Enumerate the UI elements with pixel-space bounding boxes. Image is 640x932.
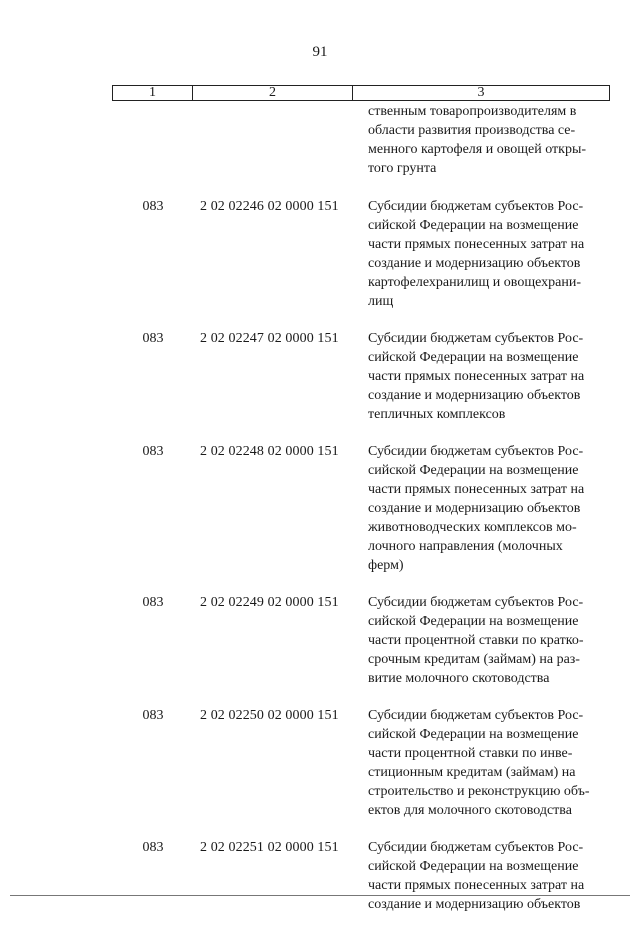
column-header-row — [112, 85, 610, 101]
description-line: сийской Федерации на возмещение — [368, 218, 579, 233]
description-line: витие молочного скотоводства — [368, 671, 550, 686]
description-cell — [368, 706, 608, 820]
description-line: тепличных комплексов — [368, 407, 506, 422]
description-line: срочным кредитам (займам) на раз- — [368, 652, 580, 667]
document-table-body — [0, 102, 640, 932]
description-line: ектов для молочного скотоводства — [368, 803, 572, 818]
kbk-cell: 2 02 02248 02 0000 151 — [200, 444, 339, 459]
admin-code-cell: 083 — [142, 199, 164, 214]
description-line: менного картофеля и овощей откры- — [368, 142, 587, 157]
table-row — [0, 838, 640, 914]
entries-list — [0, 197, 640, 914]
admin-code-cell: 083 — [142, 840, 164, 855]
description-line: области развития производства се- — [368, 123, 576, 138]
continuation-row — [0, 102, 640, 178]
kbk-cell: 2 02 02247 02 0000 151 — [200, 331, 339, 346]
description-line: ственным товаропроизводителям в — [368, 104, 577, 119]
admin-code-cell: 083 — [142, 331, 164, 346]
admin-code-cell — [113, 102, 193, 178]
description-line: создание и модернизацию объектов — [368, 897, 581, 912]
description-line: создание и модернизацию объектов — [368, 501, 581, 516]
page-number: 91 — [312, 44, 328, 60]
kbk-cell: 2 02 02250 02 0000 151 — [200, 708, 339, 723]
description-line: сийской Федерации на возмещение — [368, 463, 579, 478]
description-line: сийской Федерации на возмещение — [368, 859, 579, 874]
description-cell — [368, 593, 608, 688]
kbk-cell — [193, 102, 368, 178]
description-line: Субсидии бюджетам субъектов Рос- — [368, 444, 584, 459]
table-row — [0, 329, 640, 424]
table-row — [0, 593, 640, 688]
description-line: животноводческих комплексов мо- — [368, 520, 577, 535]
admin-code-cell: 083 — [142, 444, 164, 459]
description-line: картофелехранилищ и овощехрани- — [368, 275, 581, 290]
description-line: Субсидии бюджетам субъектов Рос- — [368, 708, 584, 723]
table-row — [0, 197, 640, 311]
description-line: сийской Федерации на возмещение — [368, 614, 579, 629]
description-line: того грунта — [368, 161, 437, 176]
description-line: части прямых понесенных затрат на — [368, 482, 585, 497]
table-row — [0, 442, 640, 575]
footer-divider — [10, 895, 630, 896]
description-line: ферм) — [368, 558, 404, 573]
table-row — [0, 706, 640, 820]
description-line: Субсидии бюджетам субъектов Рос- — [368, 840, 584, 855]
column-header-1: 1 — [113, 86, 193, 100]
description-line: части прямых понесенных затрат на — [368, 237, 585, 252]
description-cell — [368, 197, 608, 311]
column-header-2: 2 — [193, 86, 353, 100]
kbk-cell: 2 02 02251 02 0000 151 — [200, 840, 339, 855]
description-cell — [368, 102, 608, 178]
description-cell — [368, 838, 608, 914]
description-line: Субсидии бюджетам субъектов Рос- — [368, 595, 584, 610]
column-header-3: 3 — [477, 85, 485, 100]
description-line: строительство и реконструкцию объ- — [368, 784, 590, 799]
description-cell — [368, 442, 608, 575]
description-cell — [368, 329, 608, 424]
kbk-cell: 2 02 02249 02 0000 151 — [200, 595, 339, 610]
admin-code-cell: 083 — [142, 595, 164, 610]
description-line: Субсидии бюджетам субъектов Рос- — [368, 199, 584, 214]
kbk-cell: 2 02 02246 02 0000 151 — [200, 199, 339, 214]
description-line: Субсидии бюджетам субъектов Рос- — [368, 331, 584, 346]
description-line: части прямых понесенных затрат на — [368, 878, 585, 893]
description-line: лочного направления (молочных — [368, 539, 563, 554]
description-line: стиционным кредитам (займам) на — [368, 765, 576, 780]
description-line: части процентной ставки по инве- — [368, 746, 573, 761]
description-line: части процентной ставки по кратко- — [368, 633, 584, 648]
description-line: части прямых понесенных затрат на — [368, 369, 585, 384]
description-line: сийской Федерации на возмещение — [368, 727, 579, 742]
description-line: создание и модернизацию объектов — [368, 388, 581, 403]
admin-code-cell: 083 — [142, 708, 164, 723]
description-line: создание и модернизацию объектов — [368, 256, 581, 271]
description-line: лищ — [368, 294, 394, 309]
description-line: сийской Федерации на возмещение — [368, 350, 579, 365]
